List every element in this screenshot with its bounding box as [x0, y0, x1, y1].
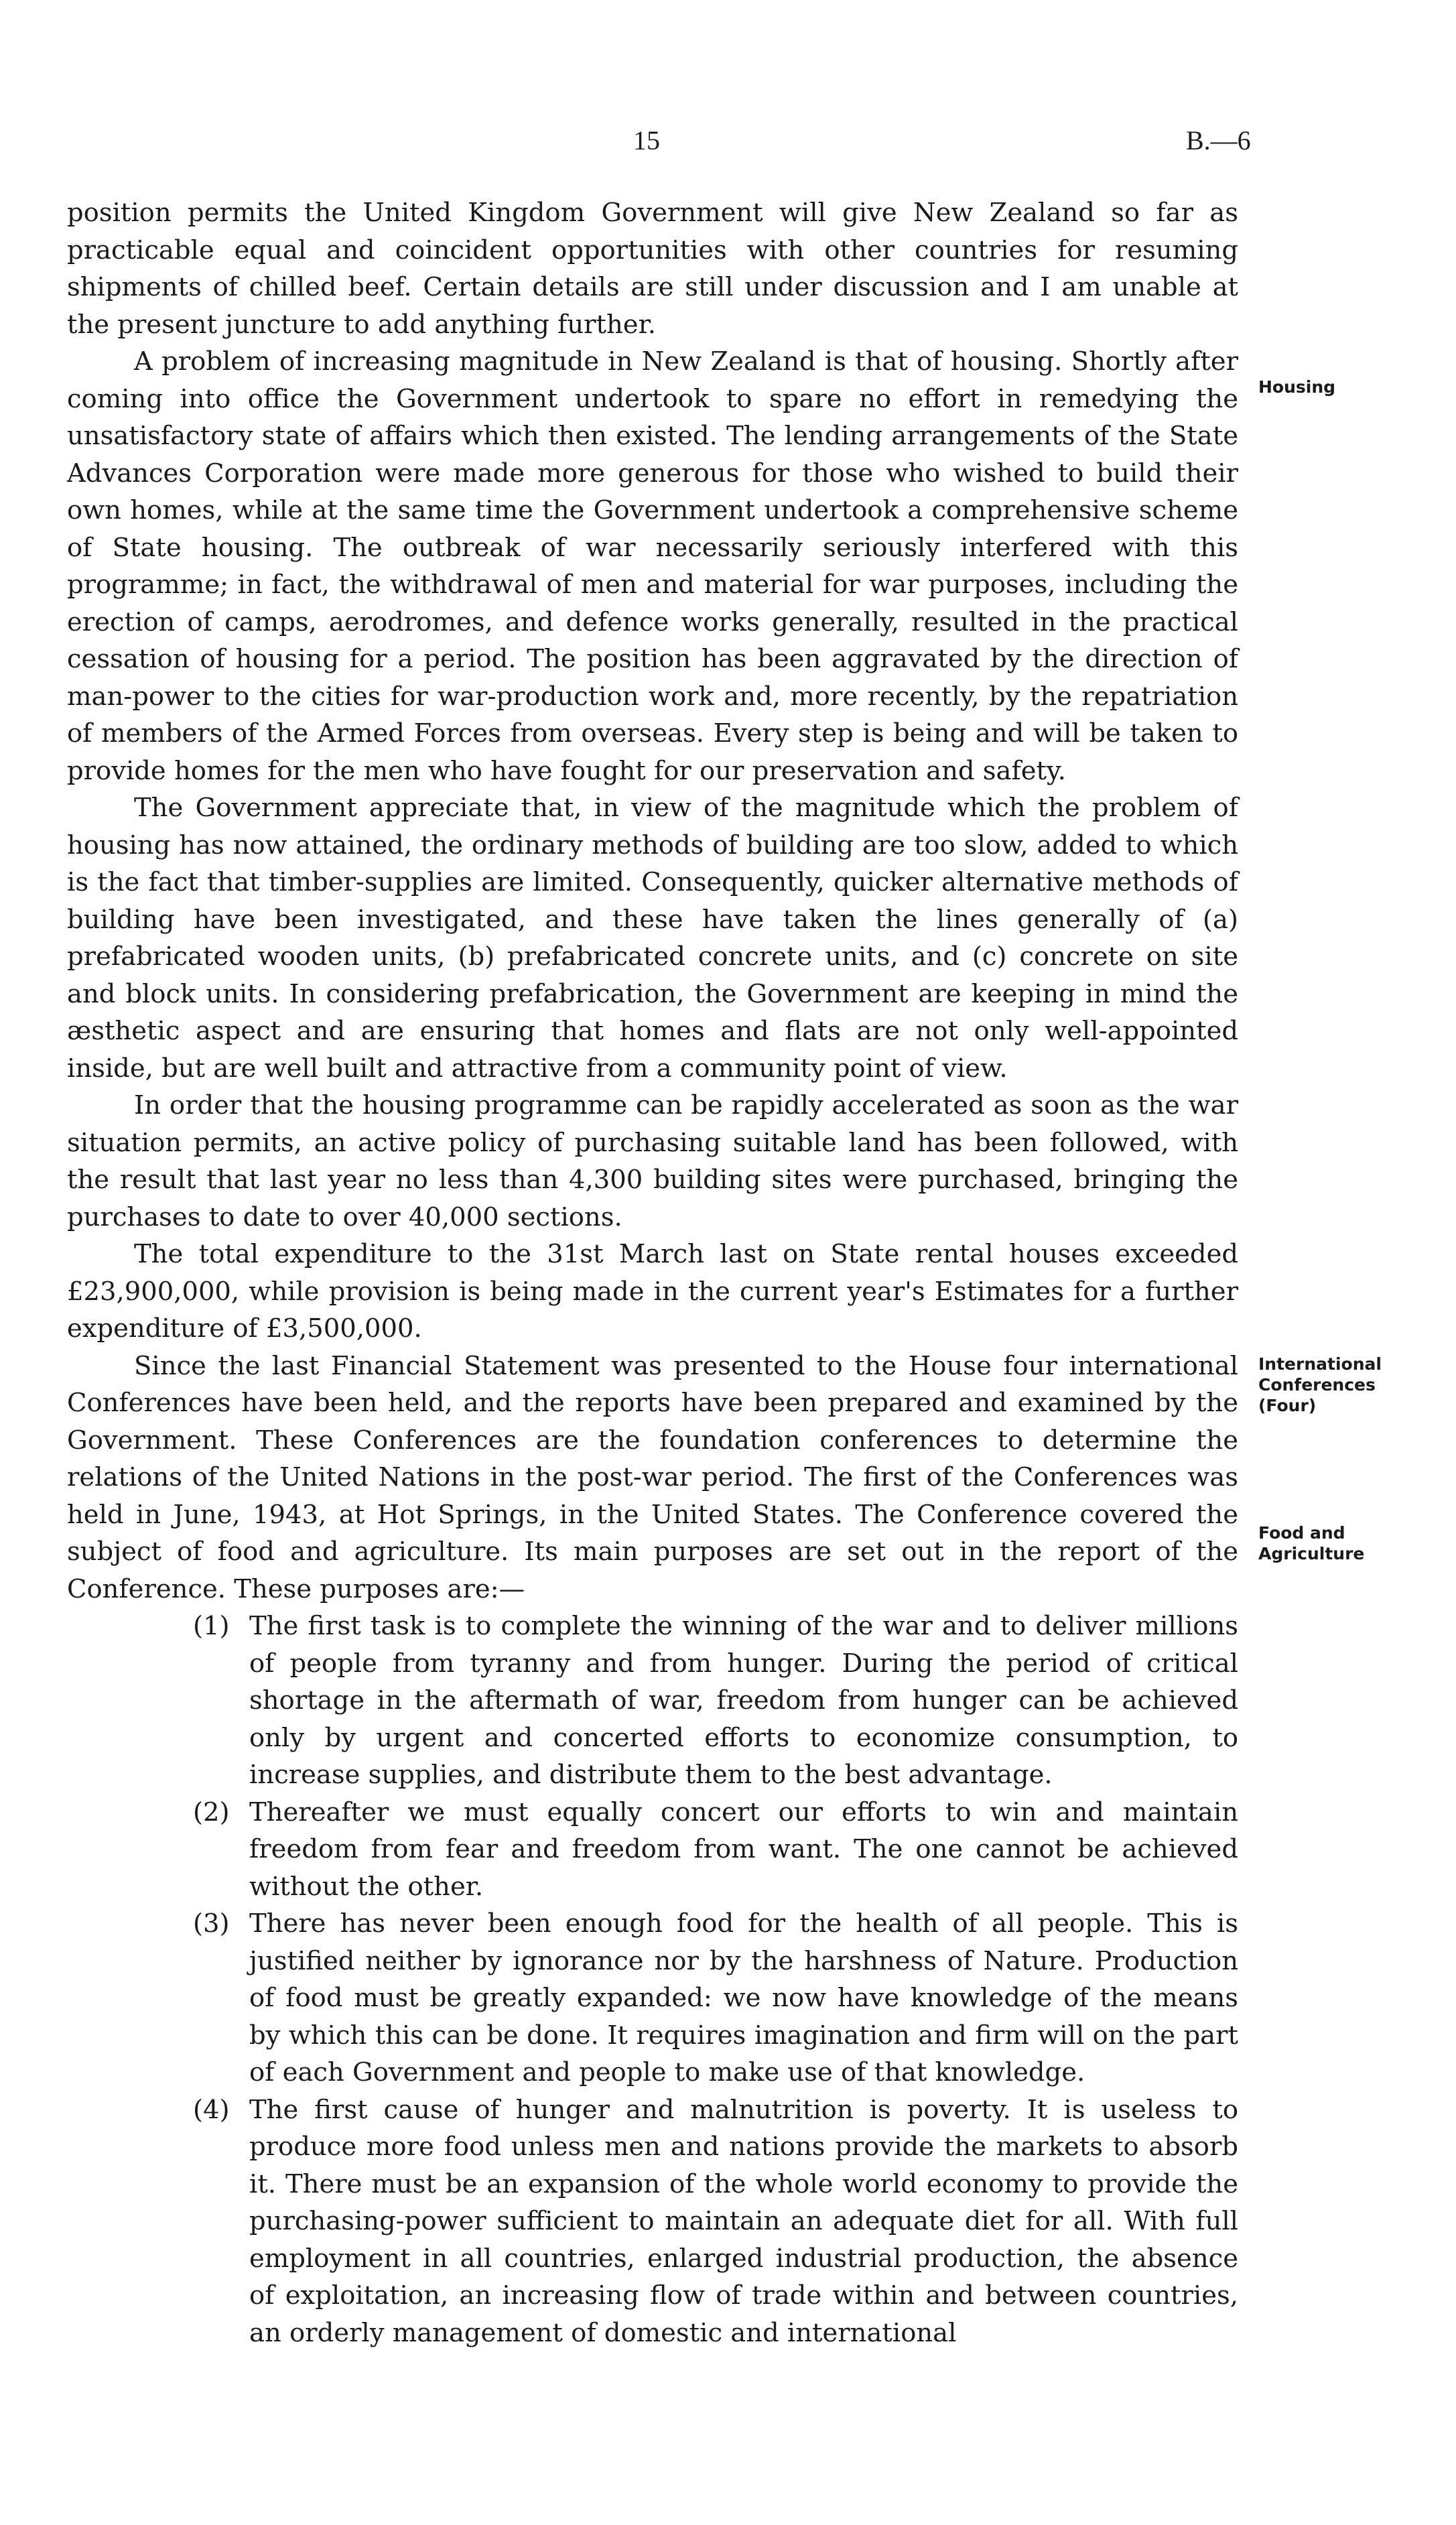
- paragraph-expenditure: The total expenditure to the 31st March last on State rental houses exceeded £23,900,000, while provision is being made in the current year's Estimates for a further expenditure of £3,500,000.: [67, 1239, 1238, 1344]
- paragraph-housing-problem: A problem of increasing magnitude in New Zealand is that of housing. Shortly after coming into office the Government undertook to spare no effort in remedying the unsatisfactory state of affairs which then existed. The lending arrangements of the State Advances Corporation were made more generous for those who wished to build their own homes, while at the same time the Government undertook a comprehensive scheme of State housing. The outbreak of war necessarily seriously interfered with this programme; in fact, the withdrawal of men and material for war purposes, including the erection of camps, aerodromes, and defence works generally, resulted in the practical cessation of housing for a period. The position has been aggravated by the direction of man-power to the cities for war-production work and, more recently, by the repatriation of members of the Armed Forces from overseas. Every step is being and will be taken to provide homes for the men who have fought for our preservation and safety.: [67, 346, 1238, 786]
- paragraph-land-purchase: In order that the housing programme can be rapidly accelerated as soon as the war situation permits, an active policy of purchasing suitable land has been followed, with the result that last year no less than 4,300 building sites were purchased, bringing the purchases to date to over 40,000 sections.: [67, 1090, 1238, 1232]
- paragraph-conferences: Since the last Financial Statement was presented to the House four international Conferences have been held, and the reports have been prepared and examined by the Government. These Conferences are the foundation conferences to determine the relations of the United Nations in the post-war period. The first of the Conferences was held in June, 1943, at Hot Springs, in the United States. The Conference covered the subject of food and agriculture. Its main purposes are set out in the report of the Conference. These purposes are:—: [67, 1350, 1238, 1604]
- purpose-item: [67, 2091, 1238, 2352]
- purpose-number: (1): [193, 1611, 230, 1641]
- purpose-item: [67, 1905, 1238, 2091]
- purpose-text: There has never been enough food for the health of all people. This is justified neither by ignorance nor by the harshness of Nature. Production of food must be greatly expanded: we now have knowledge of the means by which this can be done. It requires imagination and firm will on the part of each Government and people to make use of that knowledge.: [249, 1908, 1238, 2087]
- purpose-text: Thereafter we must equally concert our efforts to win and maintain freedom from fear and freedom from want. The one cannot be achieved without the other.: [249, 1797, 1238, 1902]
- sidenote-food-agriculture: Food and Agriculture: [1258, 1523, 1365, 1563]
- page-number: 15: [633, 125, 660, 155]
- purpose-item: [67, 1794, 1238, 1906]
- paragraph-chilled-beef: position permits the United Kingdom Government will give New Zealand so far as practicable equal and coincident opportunities with other countries for resuming shipments of chilled beef. Certain details are still under discussion and I am unable at the present juncture to add anything further.: [67, 198, 1238, 340]
- purpose-text: The first cause of hunger and malnutrition is poverty. It is useless to produce more food unless men and nations provide the markets to absorb it. There must be an expansion of the whole world economy to provide the purchasing-power sufficient to maintain an adequate diet for all. With full employment in all countries, enlarged industrial production, the absence of exploitation, an increasing flow of trade within and between countries, an orderly management of domestic and international: [249, 2094, 1238, 2348]
- paragraph-housing-methods: The Government appreciate that, in view of the magnitude which the problem of housing has now attained, the ordinary methods of building are too slow, added to which is the fact that timber-supplies are limited. Consequently, quicker alternative methods of building have been investigated, and these have taken the lines generally of (a) prefabricated wooden units, (b) prefabricated concrete units, and (c) concrete on site and block units. In considering prefabrication, the Government are keeping in mind the æsthetic aspect and are ensuring that homes and flats are not only well-appointed inside, but are well built and attractive from a community point of view.: [67, 793, 1238, 1084]
- document-reference: B.—6: [1186, 125, 1251, 155]
- purpose-number: (2): [193, 1797, 230, 1827]
- purpose-item: [67, 1608, 1238, 1794]
- sidenote-international-conferences: International Conferences (Four): [1258, 1354, 1382, 1415]
- purpose-text: The first task is to complete the winning of the war and to deliver millions of people from tyranny and from hunger. During the period of critical shortage in the aftermath of war, freedom from hunger can be achieved only by urgent and concerted efforts to economize consumption, to increase supplies, and distribute them to the best advantage.: [249, 1611, 1238, 1790]
- sidenote-housing: Housing: [1258, 377, 1336, 397]
- purpose-number: (4): [193, 2094, 230, 2125]
- body-text: [67, 194, 1238, 2351]
- purpose-number: (3): [193, 1908, 230, 1939]
